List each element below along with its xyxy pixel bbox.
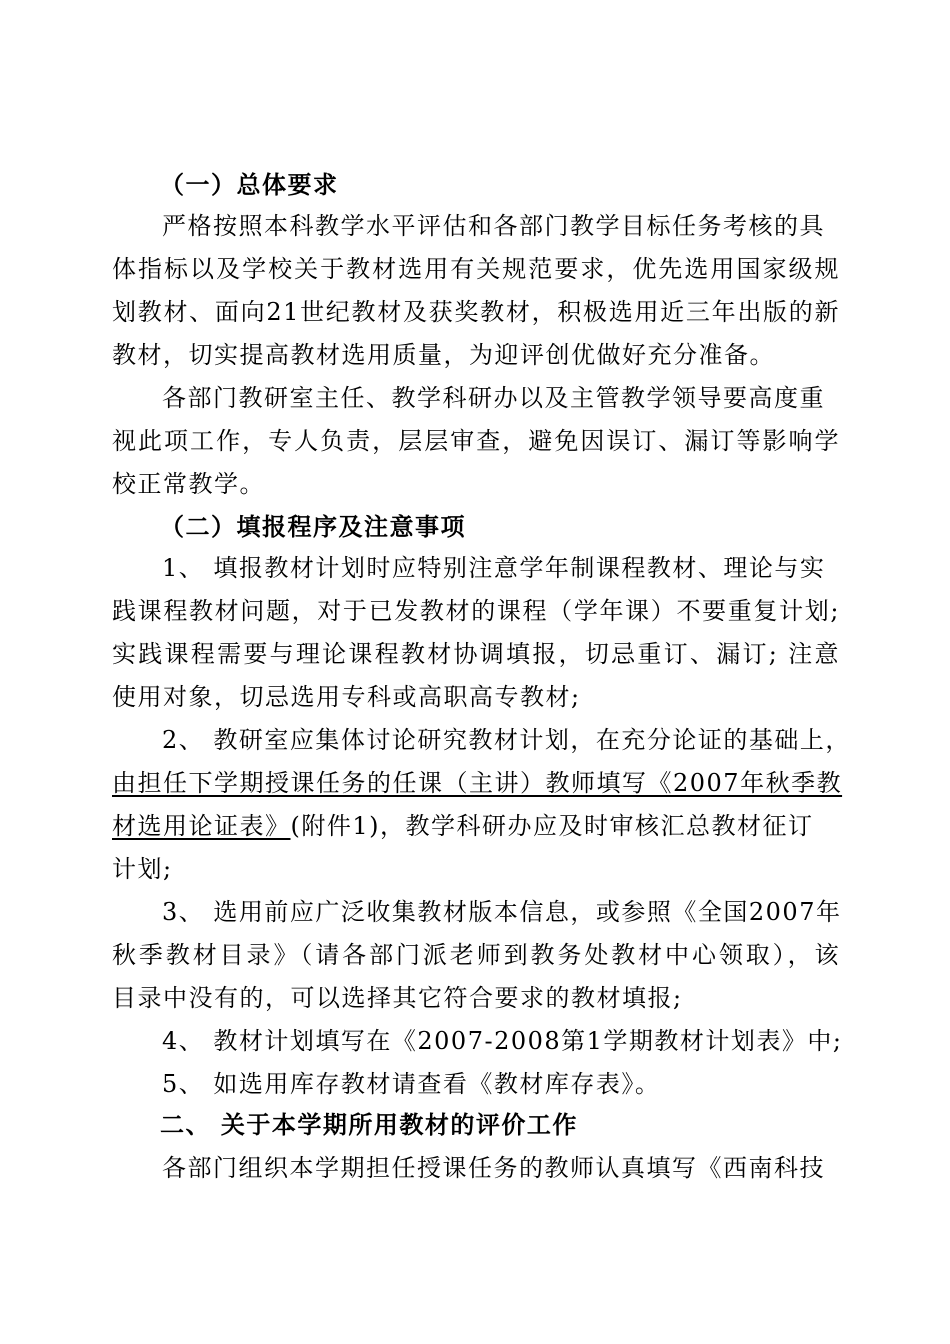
list-item-line: 秋季教材目录》（请各部门派老师到教务处教材中心领取），该 (112, 941, 840, 969)
paragraph-line: 教材，切实提高教材选用质量，为迎评创优做好充分准备。 (112, 341, 775, 369)
paragraph-line: 划教材、面向21世纪教材及获奖教材，积极选用近三年出版的新 (112, 298, 840, 326)
section-heading-procedure: （二）填报程序及注意事项 (160, 512, 466, 541)
paragraph-line: 体指标以及学校关于教材选用有关规范要求，优先选用国家级规 (112, 255, 840, 283)
list-item-line (112, 811, 814, 841)
underlined-text: 由担任下学期授课任务的任课（主讲）教师填写《2007年秋季教 (112, 769, 843, 797)
list-item-line: 目录中没有的，可以选择其它符合要求的教材填报; (112, 984, 683, 1012)
list-item-line: 5、 如选用库存教材请查看《教材库存表》。 (162, 1070, 661, 1098)
paragraph-line: 各部门组织本学期担任授课任务的教师认真填写《西南科技 (162, 1154, 825, 1182)
list-item-line: 实践课程需要与理论课程教材协调填报，切忌重订、漏订; 注意 (112, 640, 840, 668)
list-item-line: 4、 教材计划填写在《2007-2008第1学期教材计划表》中; (162, 1027, 843, 1055)
paragraph-line: 视此项工作，专人负责，层层审查，避免因误订、漏订等影响学 (112, 427, 840, 455)
list-item-line: 2、 教研室应集体讨论研究教材计划，在充分论证的基础上， (162, 726, 851, 754)
list-item-line: 计划; (112, 855, 173, 883)
underlined-text: 材选用论证表》 (112, 812, 291, 840)
section-heading-evaluation: 二、 关于本学期所用教材的评价工作 (160, 1110, 578, 1139)
paragraph-line: 各部门教研室主任、教学科研办以及主管教学领导要高度重 (162, 384, 825, 412)
list-item-text: (附件1)，教学科研办应及时审核汇总教材征订 (290, 812, 814, 840)
paragraph-line: 校正常教学。 (112, 470, 265, 498)
list-item-line: 3、 选用前应广泛收集教材版本信息，或参照《全国2007年 (162, 898, 842, 926)
paragraph-line: 严格按照本科教学水平评估和各部门教学目标任务考核的具 (162, 212, 825, 240)
list-item-line: 1、 填报教材计划时应特别注意学年制课程教材、理论与实 (162, 554, 826, 582)
list-item-line: 践课程教材问题，对于已发教材的课程（学年课）不要重复计划; (112, 597, 840, 625)
list-item-line: 使用对象，切忌选用专科或高职高专教材; (112, 683, 581, 711)
section-heading-overall-requirements: （一）总体要求 (160, 170, 339, 199)
